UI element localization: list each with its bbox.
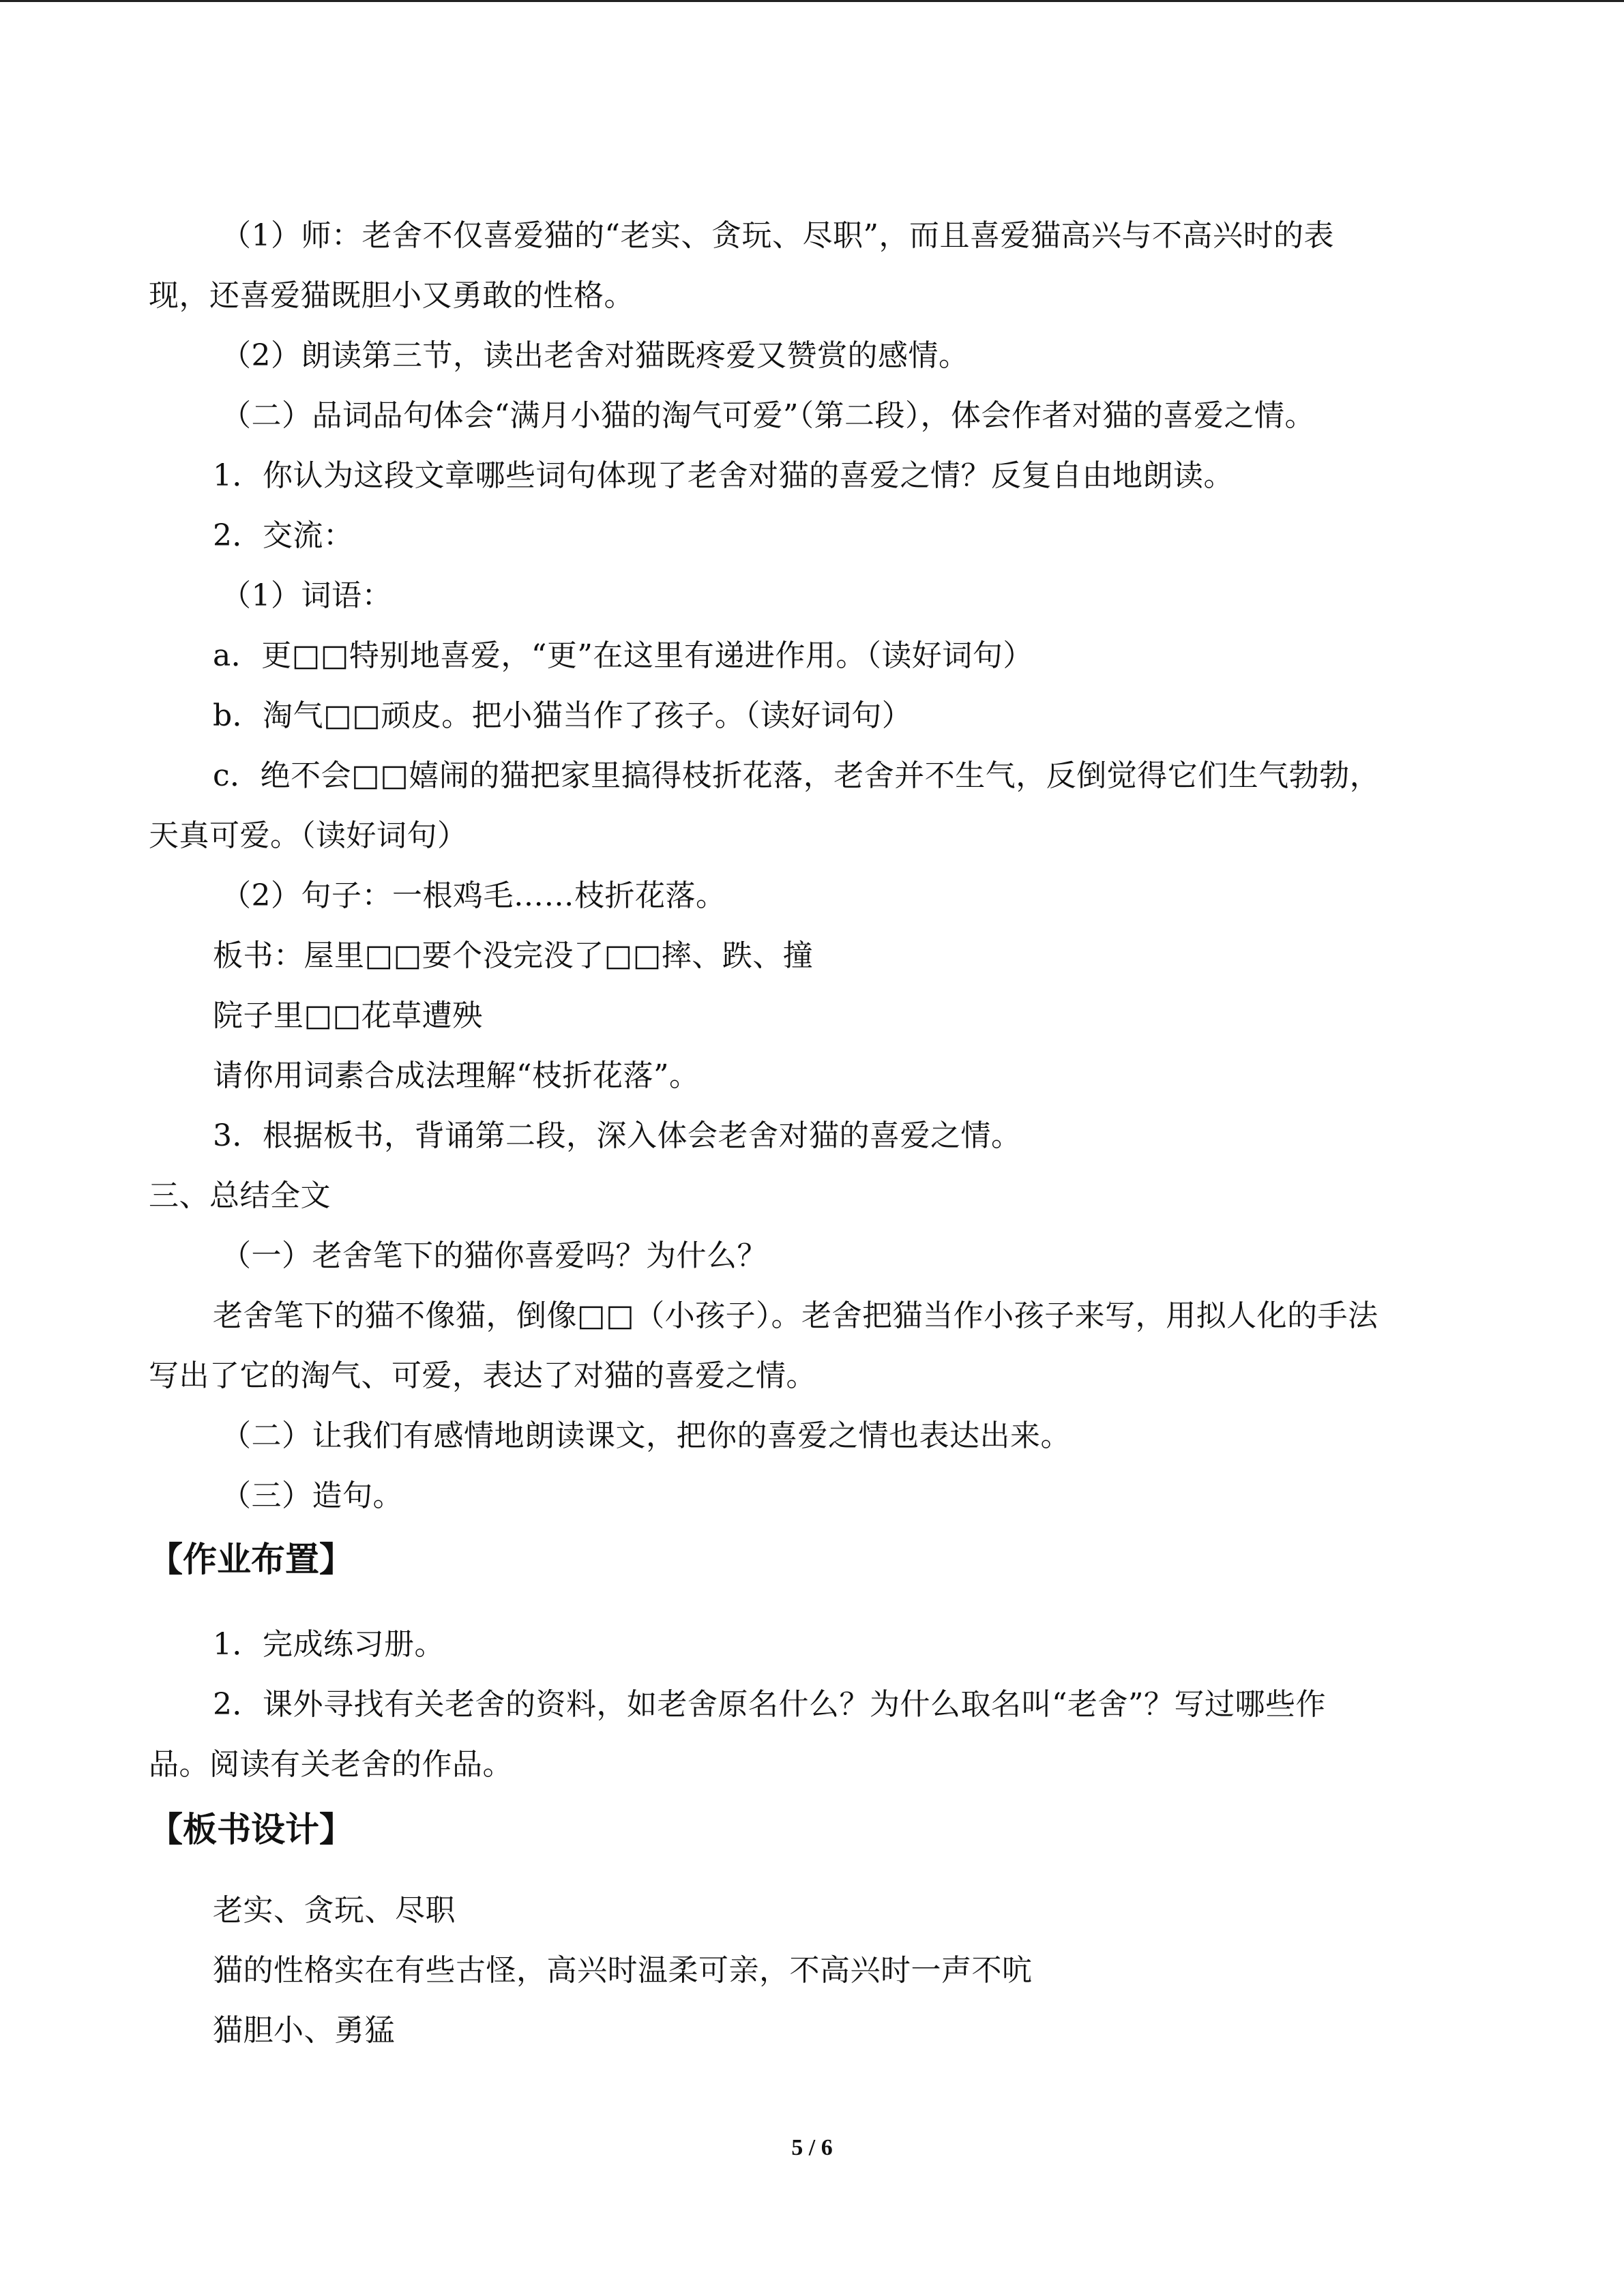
paragraph-line: c．绝不会□□嬉闹的猫把家里搞得枝折花落，老舍并不生气，反倒觉得它们生气勃勃， (213, 758, 1381, 793)
paragraph-line: 现，还喜爱猫既胆小又勇敢的性格。 (149, 278, 634, 313)
board-design-heading: 【板书设计】 (149, 1810, 353, 1849)
homework-item: 1．完成练习册。 (213, 1627, 445, 1662)
paragraph-line: 写出了它的淘气、可爱，表达了对猫的喜爱之情。 (149, 1358, 816, 1393)
board-design-line: 老实、贪玩、尽职 (213, 1893, 456, 1928)
homework-heading: 【作业布置】 (149, 1540, 353, 1579)
paragraph-line: （2）朗读第三节，读出老舍对猫既疼爱又赞赏的感情。 (221, 338, 969, 373)
board-design-line: 猫胆小、勇猛 (213, 2013, 395, 2048)
top-border-line (0, 0, 1624, 2)
paragraph-line: 板书：屋里□□要个没完没了□□摔、跌、撞 (213, 938, 814, 973)
paragraph-line: b．淘气□□顽皮。把小猫当作了孩子。（读好词句） (213, 698, 913, 733)
paragraph-line: a．更□□特别地喜爱，“更”在这里有递进作用。（读好词句） (213, 638, 1033, 673)
paragraph-line: 3．根据板书，背诵第二段，深入体会老舍对猫的喜爱之情。 (213, 1118, 1022, 1153)
paragraph-line: （1）词语： (221, 578, 392, 613)
paragraph-line: （二）品词品句体会“满月小猫的淘气可爱”（第二段），体会作者对猫的喜爱之情。 (221, 398, 1315, 433)
paragraph-line: （二）让我们有感情地朗读课文，把你的喜爱之情也表达出来。 (221, 1418, 1071, 1453)
paragraph-line: （一）老舍笔下的猫你喜爱吗？为什么？ (221, 1238, 767, 1273)
paragraph-line: （三）造句。 (221, 1478, 403, 1513)
section-title: 三、总结全文 (149, 1178, 331, 1213)
paragraph-line: 天真可爱。（读好词句） (149, 818, 468, 853)
paragraph-line: 请你用词素合成法理解“枝折花落”。 (213, 1058, 700, 1093)
paragraph-line: 2．交流： (213, 518, 354, 553)
homework-item: 2．课外寻找有关老舍的资料，如老舍原名什么？为什么取名叫“老舍”？写过哪些作 (213, 1687, 1326, 1722)
paragraph-line: 院子里□□花草遭殃 (213, 998, 483, 1033)
paragraph-line: 1．你认为这段文章哪些词句体现了老舍对猫的喜爱之情？反复自由地朗读。 (213, 458, 1234, 493)
paragraph-line: 老舍笔下的猫不像猫，倒像□□（小孩子）。老舍把猫当作小孩子来写，用拟人化的手法 (213, 1298, 1378, 1333)
page-number: 5 / 6 (791, 2135, 833, 2160)
board-design-line: 猫的性格实在有些古怪，高兴时温柔可亲，不高兴时一声不吭 (213, 1953, 1033, 1988)
homework-item: 品。阅读有关老舍的作品。 (149, 1747, 513, 1782)
paragraph-line: （2）句子：一根鸡毛……枝折花落。 (221, 878, 726, 913)
paragraph-line: （1）师：老舍不仅喜爱猫的“老实、贪玩、尽职”，而且喜爱猫高兴与不高兴时的表 (221, 218, 1334, 253)
